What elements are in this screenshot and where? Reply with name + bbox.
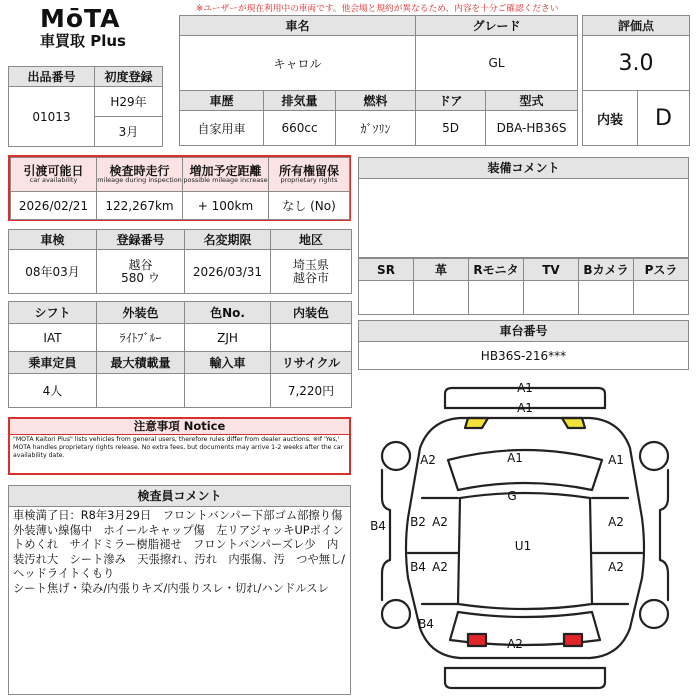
imported-value [185, 374, 271, 408]
car-name-label: 車名 [180, 16, 416, 36]
usage-note: ※ユーザーが現在利用中の車両です。他会場と規約が異なるため、内容を十分ご確認ください [196, 4, 559, 14]
car-info-table [179, 15, 578, 146]
lot-label: 出品番号 [9, 67, 95, 87]
damage-roof: G [507, 489, 517, 503]
capacity-header: 乗車定員 [9, 352, 97, 374]
back-camera-value [579, 281, 634, 315]
lot-number: 01013 [9, 87, 95, 147]
windshield [448, 450, 602, 490]
grade-value: GL [416, 36, 578, 91]
interior-color-value [271, 324, 352, 352]
spec-header: 車歴 [180, 91, 264, 111]
tv-value [524, 281, 579, 315]
first-reg-label: 初度登録 [95, 67, 163, 87]
front-right-wheel [640, 442, 668, 470]
chassis-title: 車台番号 [359, 321, 688, 342]
car-damage-diagram [360, 378, 690, 698]
damage-rear-b4: B4 [418, 617, 434, 631]
rear-monitor-value [469, 281, 524, 315]
availability-header-en: car availability [29, 176, 78, 185]
inspector-comment-title: 検査員コメント [9, 486, 350, 507]
power-slide-value [634, 281, 689, 315]
front-right-headlight [562, 418, 585, 428]
sunroof-header: SR [359, 259, 414, 281]
damage-front-top: A1 [517, 381, 533, 395]
notice-title: 注意事項 Notice [10, 419, 349, 435]
sunroof-value [359, 281, 414, 315]
name-change-header: 名変期限 [185, 230, 271, 250]
interior-label: 内装 [583, 91, 638, 146]
ownership-header-en: proprietary rights [280, 176, 338, 185]
shift-value: IAT [9, 324, 97, 352]
recycle-header: リサイクル [271, 352, 352, 374]
damage-interior: U1 [514, 539, 532, 553]
interior-grade: D [638, 91, 690, 146]
rear-right-wheel [640, 600, 668, 628]
fuel-value: ｶﾞｿﾘﾝ [336, 111, 416, 146]
damage-hood: A1 [507, 451, 523, 465]
rear-left-taillight [468, 634, 486, 646]
grade-label: グレード [416, 16, 578, 36]
inspector-comment-text: 車検満了日：R8年3月29日 フロントバンパー下部ゴム部擦り傷 外装薄い線傷中 ホイールキャップ傷 左リアジャッキUPポイントめくれ サイドミラー樹脂褪せ フロントバンパーズレ少 内装汚れ大 シート滲み 天張擦れ、汚れ 内張傷、汚 つや無し/ヘッドライトくもり シート焦げ・染み/内張りキズ/内張りスレ・切れ/ハンドルスレ [13, 509, 346, 595]
color-code-header: 色No. [185, 302, 271, 324]
equipment-table [358, 258, 689, 315]
mileage-header-en: mileage during inspection [97, 176, 182, 185]
district-prefecture: 埼玉県 [292, 257, 329, 272]
logo-wordmark: MōTA [40, 4, 121, 33]
availability-date: 2026/02/21 [11, 192, 97, 220]
tv-header: TV [524, 259, 579, 281]
damage-left-a2: A2 [432, 515, 448, 529]
mileage-value: 122,267km [97, 192, 183, 220]
leather-value [414, 281, 469, 315]
inspection-expiry: 08年03月 [9, 250, 97, 294]
exterior-color-header: 外装色 [97, 302, 185, 324]
score-label: 評価点 [583, 16, 690, 36]
spec-header: 燃料 [336, 91, 416, 111]
availability-box [8, 155, 351, 221]
rear-monitor-header: Rモニタ [469, 259, 524, 281]
power-slide-header: Pスラ [634, 259, 689, 281]
mileage-header: 検査時走行 [109, 163, 170, 178]
exterior-color-value: ﾗｲﾄﾌﾞﾙｰ [97, 324, 185, 352]
color-code-value: ZJH [185, 324, 271, 352]
back-camera-header: Bカメラ [579, 259, 634, 281]
district-city: 越谷市 [292, 270, 329, 285]
chassis-number: HB36S-216*** [480, 349, 567, 363]
score-value: 3.0 [583, 36, 690, 91]
damage-rear-a2: A2 [507, 637, 523, 651]
damage-right-rear-a2: A2 [608, 560, 624, 574]
rear-left-wheel [382, 600, 410, 628]
imported-header: 輸入車 [185, 352, 271, 374]
availability-table [10, 157, 350, 220]
inspection-header: 車検 [9, 230, 97, 250]
spec-header: ドア [416, 91, 486, 111]
logo-subtitle: 車買取 Plus [40, 32, 126, 50]
mileage-increase-value: + 100km [183, 192, 269, 220]
vehicle-details-table [8, 301, 352, 408]
damage-left-rear-a2: A2 [432, 560, 448, 574]
damage-front-right: A1 [608, 453, 624, 467]
front-left-wheel [382, 442, 410, 470]
availability-header: 引渡可能日 [23, 163, 84, 178]
mileage-increase-header-en: possible mileage increase [183, 176, 268, 185]
damage-left-b4: B4 [370, 519, 386, 533]
equipment-title: 装備コメント [359, 158, 688, 179]
interior-color-header: 内装色 [271, 302, 352, 324]
chassis-box [358, 320, 689, 370]
capacity-value: 4人 [9, 374, 97, 408]
damage-front-bumper: A1 [517, 401, 533, 415]
score-table [582, 15, 690, 146]
plate-number: 580 ウ [121, 270, 160, 285]
displacement-value: 660cc [264, 111, 336, 146]
car-name-value: キャロル [180, 36, 416, 91]
district-header: 地区 [271, 230, 352, 250]
damage-left-rear-b4: B4 [410, 560, 426, 574]
model-code-value: DBA-HB36S [486, 111, 578, 146]
max-load-value [97, 374, 185, 408]
first-reg-month: 3月 [95, 117, 163, 147]
damage-right-a2: A2 [608, 515, 624, 529]
first-reg-year: H29年 [95, 87, 163, 117]
lot-table [8, 66, 163, 147]
mileage-increase-header: 増加予定距離 [189, 163, 262, 178]
rear-right-taillight [564, 634, 582, 646]
damage-left-b2: B2 [410, 515, 426, 529]
ownership-value: なし (No) [269, 192, 350, 220]
leather-header: 革 [414, 259, 469, 281]
shift-header: シフト [9, 302, 97, 324]
spec-header: 型式 [486, 91, 578, 111]
ownership-header: 所有権留保 [278, 163, 339, 178]
spec-header: 排気量 [264, 91, 336, 111]
recycle-fee-value: 7,220円 [271, 374, 352, 408]
equipment-box [358, 157, 689, 258]
max-load-header: 最大積載量 [97, 352, 185, 374]
rear-bumper-outline [445, 668, 605, 688]
notice-box [8, 417, 351, 475]
history-value: 自家用車 [180, 111, 264, 146]
mota-logo [40, 6, 140, 50]
front-left-headlight [465, 418, 488, 428]
damage-front-left: A2 [420, 453, 436, 467]
inspector-comment-box [8, 485, 351, 695]
name-change-deadline: 2026/03/31 [185, 250, 271, 294]
plate-region: 越谷 [128, 257, 153, 272]
registration-table [8, 229, 352, 294]
notice-text: "MOTA Kaitori Plus" lists vehicles from general users, therefore rules differ from dealer auctions. ※If 'Yes,' MOTA handles proprietary rights release. No extra fees, but documents may arrive 1-2 weeks after the car availability date. [13, 436, 344, 459]
doors-value: 5D [416, 111, 486, 146]
plate-header: 登録番号 [97, 230, 185, 250]
